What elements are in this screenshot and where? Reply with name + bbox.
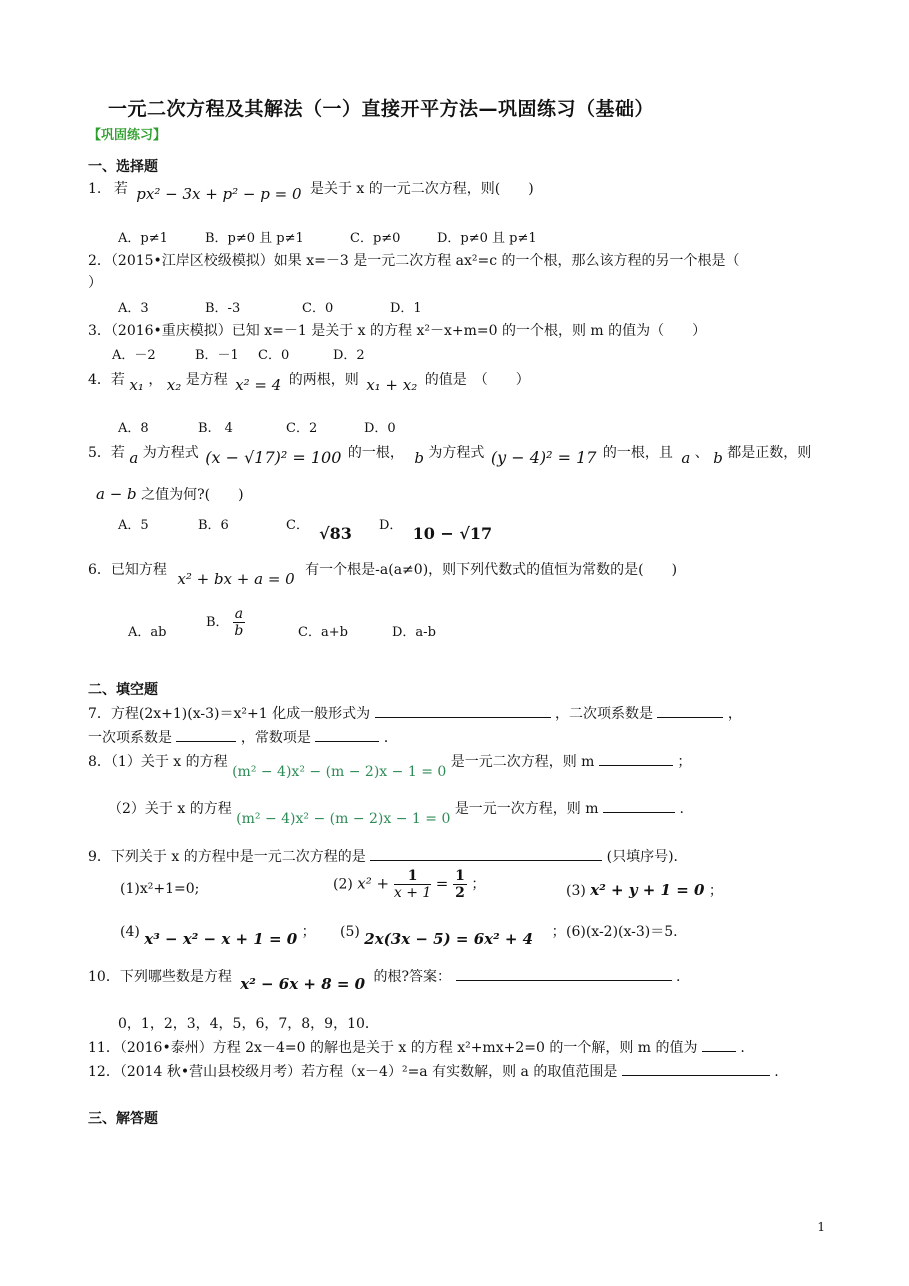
- q5-option-d: [379, 514, 493, 543]
- q1-equation: px² − 3x + p² − p = 0: [136, 185, 302, 203]
- q6-pre: 6．已知方程: [88, 562, 167, 578]
- q5-option-c: [286, 514, 352, 543]
- q4-x1: x₁: [129, 376, 144, 394]
- question-5-cont: [96, 484, 244, 504]
- q9-tail: (只填序号)．: [606, 849, 688, 865]
- q9-option-4: [120, 921, 316, 948]
- q7-mid1: ，二次项系数是: [554, 706, 653, 722]
- q5-var-a2: a: [681, 449, 691, 467]
- q9-option-5-equation: 2x(3x − 5) = 6x² + 4: [364, 930, 534, 948]
- q9-option-2-den-2: 2: [455, 885, 465, 901]
- q5-option-c-value: √83: [319, 524, 352, 543]
- q10-numbers: 0，1，2，3，4，5，6，7，8，9，10．: [118, 1016, 379, 1032]
- q6-option-d: D．a-b: [392, 625, 436, 640]
- q4-option-d: D．0: [364, 421, 396, 436]
- q10-blank[interactable]: [456, 966, 672, 981]
- q11-blank[interactable]: [702, 1037, 736, 1052]
- q1-option-d: D．p≠0 且 p≠1: [437, 231, 537, 246]
- q10-equation: x² − 6x + 8 = 0: [240, 975, 366, 993]
- q5-t2: 的一根，: [347, 445, 404, 461]
- q3-option-a: A．－2: [112, 348, 156, 363]
- q5-t7: 之值为何?( ): [141, 487, 244, 503]
- q9-option-2-label: (2): [333, 876, 353, 893]
- q10-post: 的根?答案：: [373, 969, 452, 985]
- q1-option-b: B．p≠0 且 p≠1: [205, 231, 304, 246]
- q5-a-minus-b: a − b: [96, 485, 137, 503]
- q7-blank-quadratic-coef[interactable]: [657, 703, 723, 718]
- q4-option-b: B. 4: [198, 421, 233, 436]
- q4-x2: x₂: [166, 376, 182, 394]
- q1-option-c: C．p≠0: [350, 231, 401, 246]
- q12-text: 12．（2014 秋•营山县校级月考）若方程（x－4）²=a 有实数解，则 a 的取值范围是: [88, 1064, 618, 1080]
- q9-text: 9．下列关于 x 的方程中是一元二次方程的是: [88, 849, 366, 865]
- question-1: [88, 178, 534, 203]
- q5-pre: 5．若: [88, 445, 125, 461]
- q6-post: 有一个根是-a(a≠0)，则下列代数式的值恒为常数的是( ): [305, 562, 678, 578]
- question-7-line-1: [88, 703, 742, 723]
- q8-blank-1[interactable]: [599, 751, 673, 766]
- q11-end: .: [740, 1040, 745, 1056]
- q6-option-b: [206, 606, 245, 639]
- q1-number: 1.: [88, 181, 102, 197]
- question-5: [88, 442, 812, 467]
- q5-option-c-label: C．: [286, 518, 309, 533]
- q8-p2b: 是一元一次方程，则 m: [454, 801, 599, 817]
- q9-option-2-lhs: x² +: [357, 874, 394, 893]
- q2-option-a: A．3: [118, 301, 149, 316]
- section-heading-choice: 一、选择题: [88, 159, 158, 175]
- q9-option-3-equation: x² + y + 1 = 0: [590, 881, 705, 899]
- q5-option-d-label: D．: [379, 518, 403, 533]
- q9-option-2: [333, 868, 485, 901]
- q10-pre: 10．下列哪些数是方程: [88, 969, 232, 985]
- q7-blank-general-form[interactable]: [375, 703, 551, 718]
- q9-option-2-den-1: x + 1: [393, 885, 432, 901]
- q9-option-2-num-1: 1: [394, 868, 431, 885]
- section-heading-answer: 三、解答题: [88, 1111, 158, 1127]
- q9-option-5: [340, 921, 566, 948]
- q3-option-d: D．2: [333, 348, 365, 363]
- question-2: 2．（2015•江岸区校级模拟）如果 x=－3 是一元二次方程 ax²=c 的一个根，那么该方程的另一个根是（: [88, 253, 740, 269]
- question-12: [88, 1061, 779, 1081]
- q6-option-b-numerator: a: [234, 606, 244, 622]
- q5-equation-1: (x − √17)² = 100: [205, 448, 342, 467]
- q4-mid: ，: [148, 372, 163, 388]
- q5-option-a: A．5: [118, 518, 149, 533]
- q8-blank-2[interactable]: [603, 798, 675, 813]
- q6-equation: x² + bx + a = 0: [177, 570, 295, 588]
- q5-var-a: a: [129, 449, 139, 467]
- q4-option-c: C．2: [286, 421, 318, 436]
- q5-option-b: B．6: [198, 518, 229, 533]
- question-7-line-2: [88, 727, 398, 747]
- q11-text: 11．（2016•泰州）方程 2x－4=0 的解也是关于 x 的方程 x²+mx+2=0 的一个解，则 m 的值为: [88, 1040, 698, 1056]
- q5-var-b: b: [414, 449, 424, 467]
- q9-option-3: [566, 880, 723, 900]
- q5-t6: 都是正数，则: [727, 445, 812, 461]
- q9-option-3-label: (3): [566, 883, 586, 899]
- q9-option-4-equation: x³ − x² − x + 1 = 0: [144, 930, 298, 948]
- q6-option-b-fraction: [233, 606, 245, 639]
- q12-end: .: [774, 1064, 779, 1080]
- q9-option-1: (1)x²+1=0;: [120, 881, 200, 897]
- q4-sum: x₁ + x₂: [366, 376, 418, 394]
- q4-pre: 4．若: [88, 372, 125, 388]
- q9-option-2-num-2: 1: [455, 868, 465, 884]
- q9-option-4-end: ；: [301, 924, 316, 940]
- q4-post: 的值是 （ ）: [424, 372, 530, 388]
- question-8-part-2: [108, 798, 684, 827]
- question-4: [88, 369, 530, 394]
- q4-option-a: A．8: [118, 421, 149, 436]
- q7-end1: ，: [727, 706, 742, 722]
- q8-end2: .: [679, 801, 684, 817]
- q7-line1: 7．方程(2x+1)(x-3)＝x²+1 化成一般形式为: [88, 706, 371, 722]
- q5-t5: 、: [694, 445, 709, 461]
- question-9: [88, 846, 688, 866]
- q5-equation-2: (y − 4)² = 17: [490, 448, 597, 467]
- q12-blank[interactable]: [622, 1061, 770, 1076]
- q9-option-6: (6)(x-2)(x-3)＝5.: [566, 924, 678, 940]
- q9-option-5-end: ；: [551, 924, 566, 940]
- q4-mid2: 是方程: [185, 372, 228, 388]
- q5-t4: 的一根，且: [602, 445, 673, 461]
- q9-option-4-label: (4): [120, 924, 140, 940]
- q8-equation-2: (m² − 4)x² − (m − 2)x − 1 = 0: [236, 811, 451, 827]
- q8-p2: （2）关于 x 的方程: [108, 801, 232, 817]
- q7-blank-constant[interactable]: [315, 727, 379, 742]
- question-8-part-1: [88, 751, 692, 780]
- q9-option-2-equals: =: [435, 874, 454, 893]
- q8-p1: 8．（1）关于 x 的方程: [88, 754, 228, 770]
- q7-line2: 一次项系数是: [88, 730, 172, 746]
- q5-t3: 为方程式: [428, 445, 485, 461]
- q9-blank[interactable]: [370, 846, 602, 861]
- q1-post: 是关于 x 的一元二次方程，则( ): [309, 181, 534, 197]
- q4-mid3: 的两根，则: [288, 372, 359, 388]
- q8-p1b: 是一元二次方程，则 m: [450, 754, 595, 770]
- section-tag: 【巩固练习】: [88, 128, 167, 143]
- section-heading-fill: 二、填空题: [88, 682, 158, 698]
- q9-option-5-label: (5): [340, 924, 360, 940]
- q8-end1: ；: [677, 754, 692, 770]
- q2-option-c: C．0: [302, 301, 334, 316]
- question-11: [88, 1037, 745, 1057]
- q10-end: .: [675, 969, 681, 985]
- q4-equation: x² = 4: [235, 376, 282, 394]
- q2-option-d: D．1: [390, 301, 422, 316]
- question-10: [88, 966, 681, 993]
- q3-option-b: B．－1: [195, 348, 239, 363]
- q9-option-2-end: ；: [471, 876, 486, 893]
- question-2-cont: ）: [88, 275, 102, 291]
- q6-option-c: C．a+b: [298, 625, 348, 640]
- q1-pre: 若: [113, 181, 128, 197]
- page-title: 一元二次方程及其解法（一）直接开平方法—巩固练习（基础）: [108, 98, 655, 120]
- q3-option-c: C．0: [258, 348, 290, 363]
- q2-option-b: B．-3: [205, 301, 241, 316]
- q6-option-a: A．ab: [128, 625, 167, 640]
- q5-t1: 为方程式: [142, 445, 199, 461]
- q9-option-2-fraction-2: [453, 868, 467, 901]
- question-3: 3．（2016•重庆模拟）已知 x=－1 是关于 x 的方程 x²－x+m=0 的一个根，则 m 的值为（ ）: [88, 323, 707, 339]
- page-number: 1: [817, 1220, 825, 1234]
- q7-mid2: ，常数项是: [240, 730, 311, 746]
- q1-option-a: A．p≠1: [118, 231, 168, 246]
- q7-blank-linear-coef[interactable]: [176, 727, 236, 742]
- question-6: [88, 559, 678, 588]
- q8-equation-1: (m² − 4)x² − (m − 2)x − 1 = 0: [232, 764, 447, 780]
- q5-var-b2: b: [713, 449, 723, 467]
- q6-option-b-label: B．: [206, 615, 229, 630]
- q5-option-d-value: 10 − √17: [412, 524, 493, 543]
- q7-end2: ．: [383, 730, 398, 746]
- q9-option-2-fraction-1: [394, 868, 431, 901]
- q6-option-b-denominator: b: [234, 623, 244, 639]
- q9-option-3-end: ；: [708, 883, 723, 899]
